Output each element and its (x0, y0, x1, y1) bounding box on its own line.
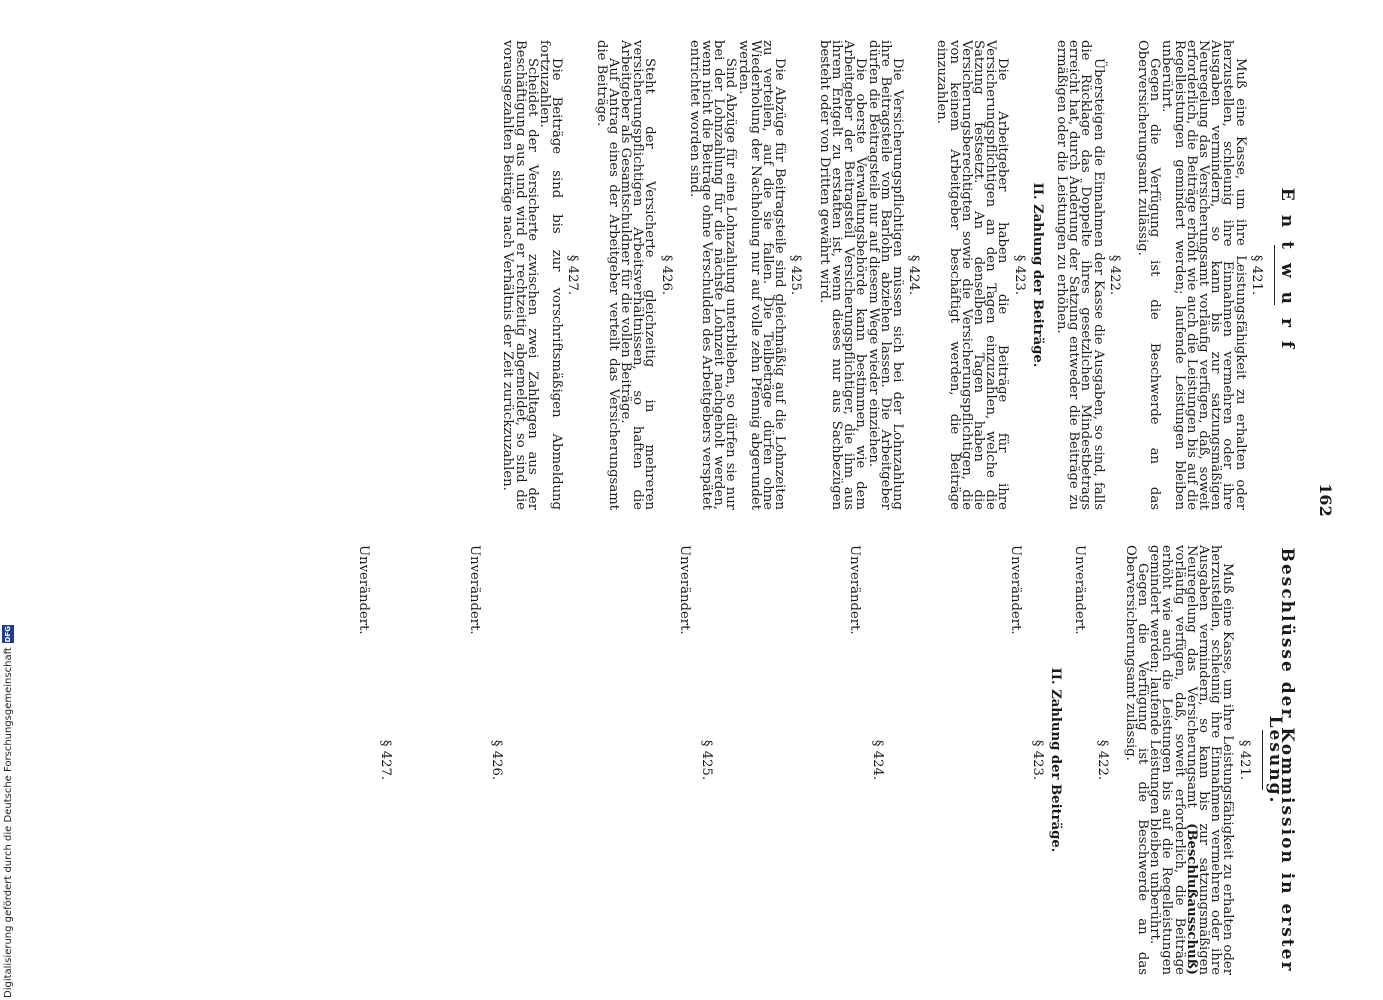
section-423-paragraph-1: Die Arbeitgeber haben die Beiträge für ihre Versicherungspflichtigen an den Tagen einzuzahlen, welche die Satzung festsetzt. An denselben Tagen haben die Versicherungsberechtigten sowie die Versicherungspflichtigen, die von keinem Arbeitgeber beschäftigt werden, die Beiträge einzuzahlen. (934, 40, 1011, 510)
commission-column (356, 545, 1297, 975)
section-425-unchanged: Unverändert. (676, 545, 692, 635)
section-421-text-a: Muß eine Kasse, um ihre Leistungsfähigkeit zu erhalten oder herzustellen, schleunig ihre Einnahmen vermehren oder ihre Ausgaben vermindern, so kann bis zur satzungsmäßigen Neuregelung das Versicherungsamt (1183, 545, 1236, 975)
section-426-paragraph-2: Auf Antrag eines der Arbeitgeber verteilt das Versicherungsamt die Beiträge. (593, 40, 621, 510)
section-424-paragraph-2: Die oberste Verwaltungsbehörde kann bestimmen, wie dem Arbeitgeber der Beitragsteil Versicherungspflichtiger, die ihm aus ihrem Entgelt zu erstatten ist, wenn dieses nur aus Sachbezügen besteht oder von Dritten gewährt wird. (816, 40, 869, 510)
section-heading-425: § 425. (699, 739, 715, 781)
page-number: 162 (1316, 483, 1335, 517)
title-rule (1262, 730, 1263, 790)
section-422-unchanged: Unverändert. (1072, 545, 1088, 635)
section-heading-427: § 427. (378, 739, 394, 781)
section-427-unchanged: Unverändert. (356, 545, 372, 635)
section-426-paragraph-1: Steht der Versicherte gleichzeitig in mehreren versicherungspflichtigen Arbeitsverhältnissen, so haften die Arbeitgeber als Gesamtschuldner für die vollen Beiträge. (618, 40, 658, 510)
section-heading-423: § 423. (1011, 254, 1027, 296)
section-heading-426: § 426. (658, 254, 674, 296)
section-421-emphasis: (Beschlußausschuß) (1183, 823, 1199, 975)
section-422-paragraph-1: Übersteigen die Einnahmen der Kasse die Ausgaben, so sind, falls die Rücklage das Doppelte ihres gesetzlichen Mindestbetrags erreicht hat, durch Änderung der Satzung entweder die Beiträge zu ermäßigen oder die Leistungen zu erhöhen. (1053, 40, 1106, 510)
section-heading-426: § 426. (488, 739, 504, 781)
section-427-paragraph-2: Scheidet der Versicherte zwischen zwei Zahltagen aus der Beschäftigung aus und wird er rechtzeitig abgemeldet, so sind die vorausgezahlten Beiträge nach Verhältnis der Zeit zurückzuzahlen. (500, 40, 540, 510)
section-heading-422: § 422. (1094, 739, 1110, 781)
section-421-paragraph-2: Gegen die Verfügung ist die Beschwerde an das Oberversicherungsamt zulässig. (1122, 545, 1150, 975)
title-rule (1274, 245, 1275, 305)
section-424-unchanged: Unverändert. (847, 545, 863, 635)
section-421-paragraph-1 (1147, 545, 1236, 975)
section-423-unchanged: Unverändert. (1007, 545, 1023, 635)
section-heading-423: § 423. (1029, 739, 1045, 781)
section-427-paragraph-1: Die Beiträge sind bis zur vorschriftsmäßigen Abmeldung fortzuzahlen. (537, 40, 565, 510)
dfg-logo: DFG (4, 625, 12, 643)
section-heading-427: § 427. (565, 254, 581, 296)
commission-column-title: Beschlüsse der Kommission in erster Lesung. (1264, 547, 1297, 973)
section-heading-425: § 425. (788, 254, 804, 296)
section-421-paragraph-1: Muß eine Kasse, um ihre Leistungsfähigkeit zu erhalten oder herzustellen, schleunig ihre Einnahmen vermehren oder ihre Ausgaben vermindern, so kann bis zur satzungsmäßigen Neuregelung das Versicherungsamt vorläufig verfügen, daß, soweit erforderlich, die Beiträge erhöht wie auch die Leistungen bis auf die Regelleistungen gemindert werden; laufende Leistungen bleiben unberührt. (1159, 40, 1248, 510)
section-426-unchanged: Unverändert. (466, 545, 482, 635)
section-heading-424: § 424. (906, 254, 922, 296)
chapter-heading: II. Zahlung der Beiträge. (1029, 182, 1045, 368)
section-heading-421: § 421. (1248, 254, 1264, 296)
section-heading-422: § 422. (1106, 254, 1122, 296)
digitization-footer (2, 625, 14, 998)
section-heading-421: § 421. (1236, 739, 1252, 781)
section-425-paragraph-2: Sind Abzüge für eine Lohnzahlung unterblieben, so dürfen sie nur bei der Lohnzahlung für die nächste Lohnzeit nachgeholt werden, wenn nicht die Beiträge ohne Verschulden des Arbeitgebers verspätet entrichtet worden sind. (686, 40, 739, 510)
section-425-paragraph-1: Die Abzüge für Beitragsteile sind gleichmäßig auf die Lohnzeiten zu verteilen, auf die sie fallen. Die Teilbeträge dürfen ohne Wiederholung der Nachholung nur auf volle zehn Pfennig abgerundet werden. (735, 40, 788, 510)
draft-column-title: Entwurf (1277, 187, 1297, 363)
draft-column (500, 40, 1297, 510)
chapter-heading: II. Zahlung der Beiträge. (1048, 667, 1064, 853)
section-421-text-b: vorläufig verfügen, daß, soweit erforderlich, die Beiträge erhöht wie auch die Leistungen bis auf die Regelleistungen gemindert werden; laufende Leistungen bleiben unberührt. (1147, 545, 1187, 975)
digitization-text: Digitalisierung gefördert durch die Deutsche Forschungsgemeinschaft (2, 647, 14, 998)
section-421-paragraph-2: Gegen die Verfügung ist die Beschwerde an das Oberversicherungsamt zulässig. (1134, 40, 1163, 510)
section-424-paragraph-1: Die Versicherungspflichtigen müssen sich bei der Lohnzahlung ihre Beitragsteile vom Barlohn abziehen lassen. Die Arbeitgeber dürfen die Beitragsteile nur auf diesem Wege wieder einziehen. (865, 40, 905, 510)
section-heading-424: § 424. (869, 739, 885, 781)
